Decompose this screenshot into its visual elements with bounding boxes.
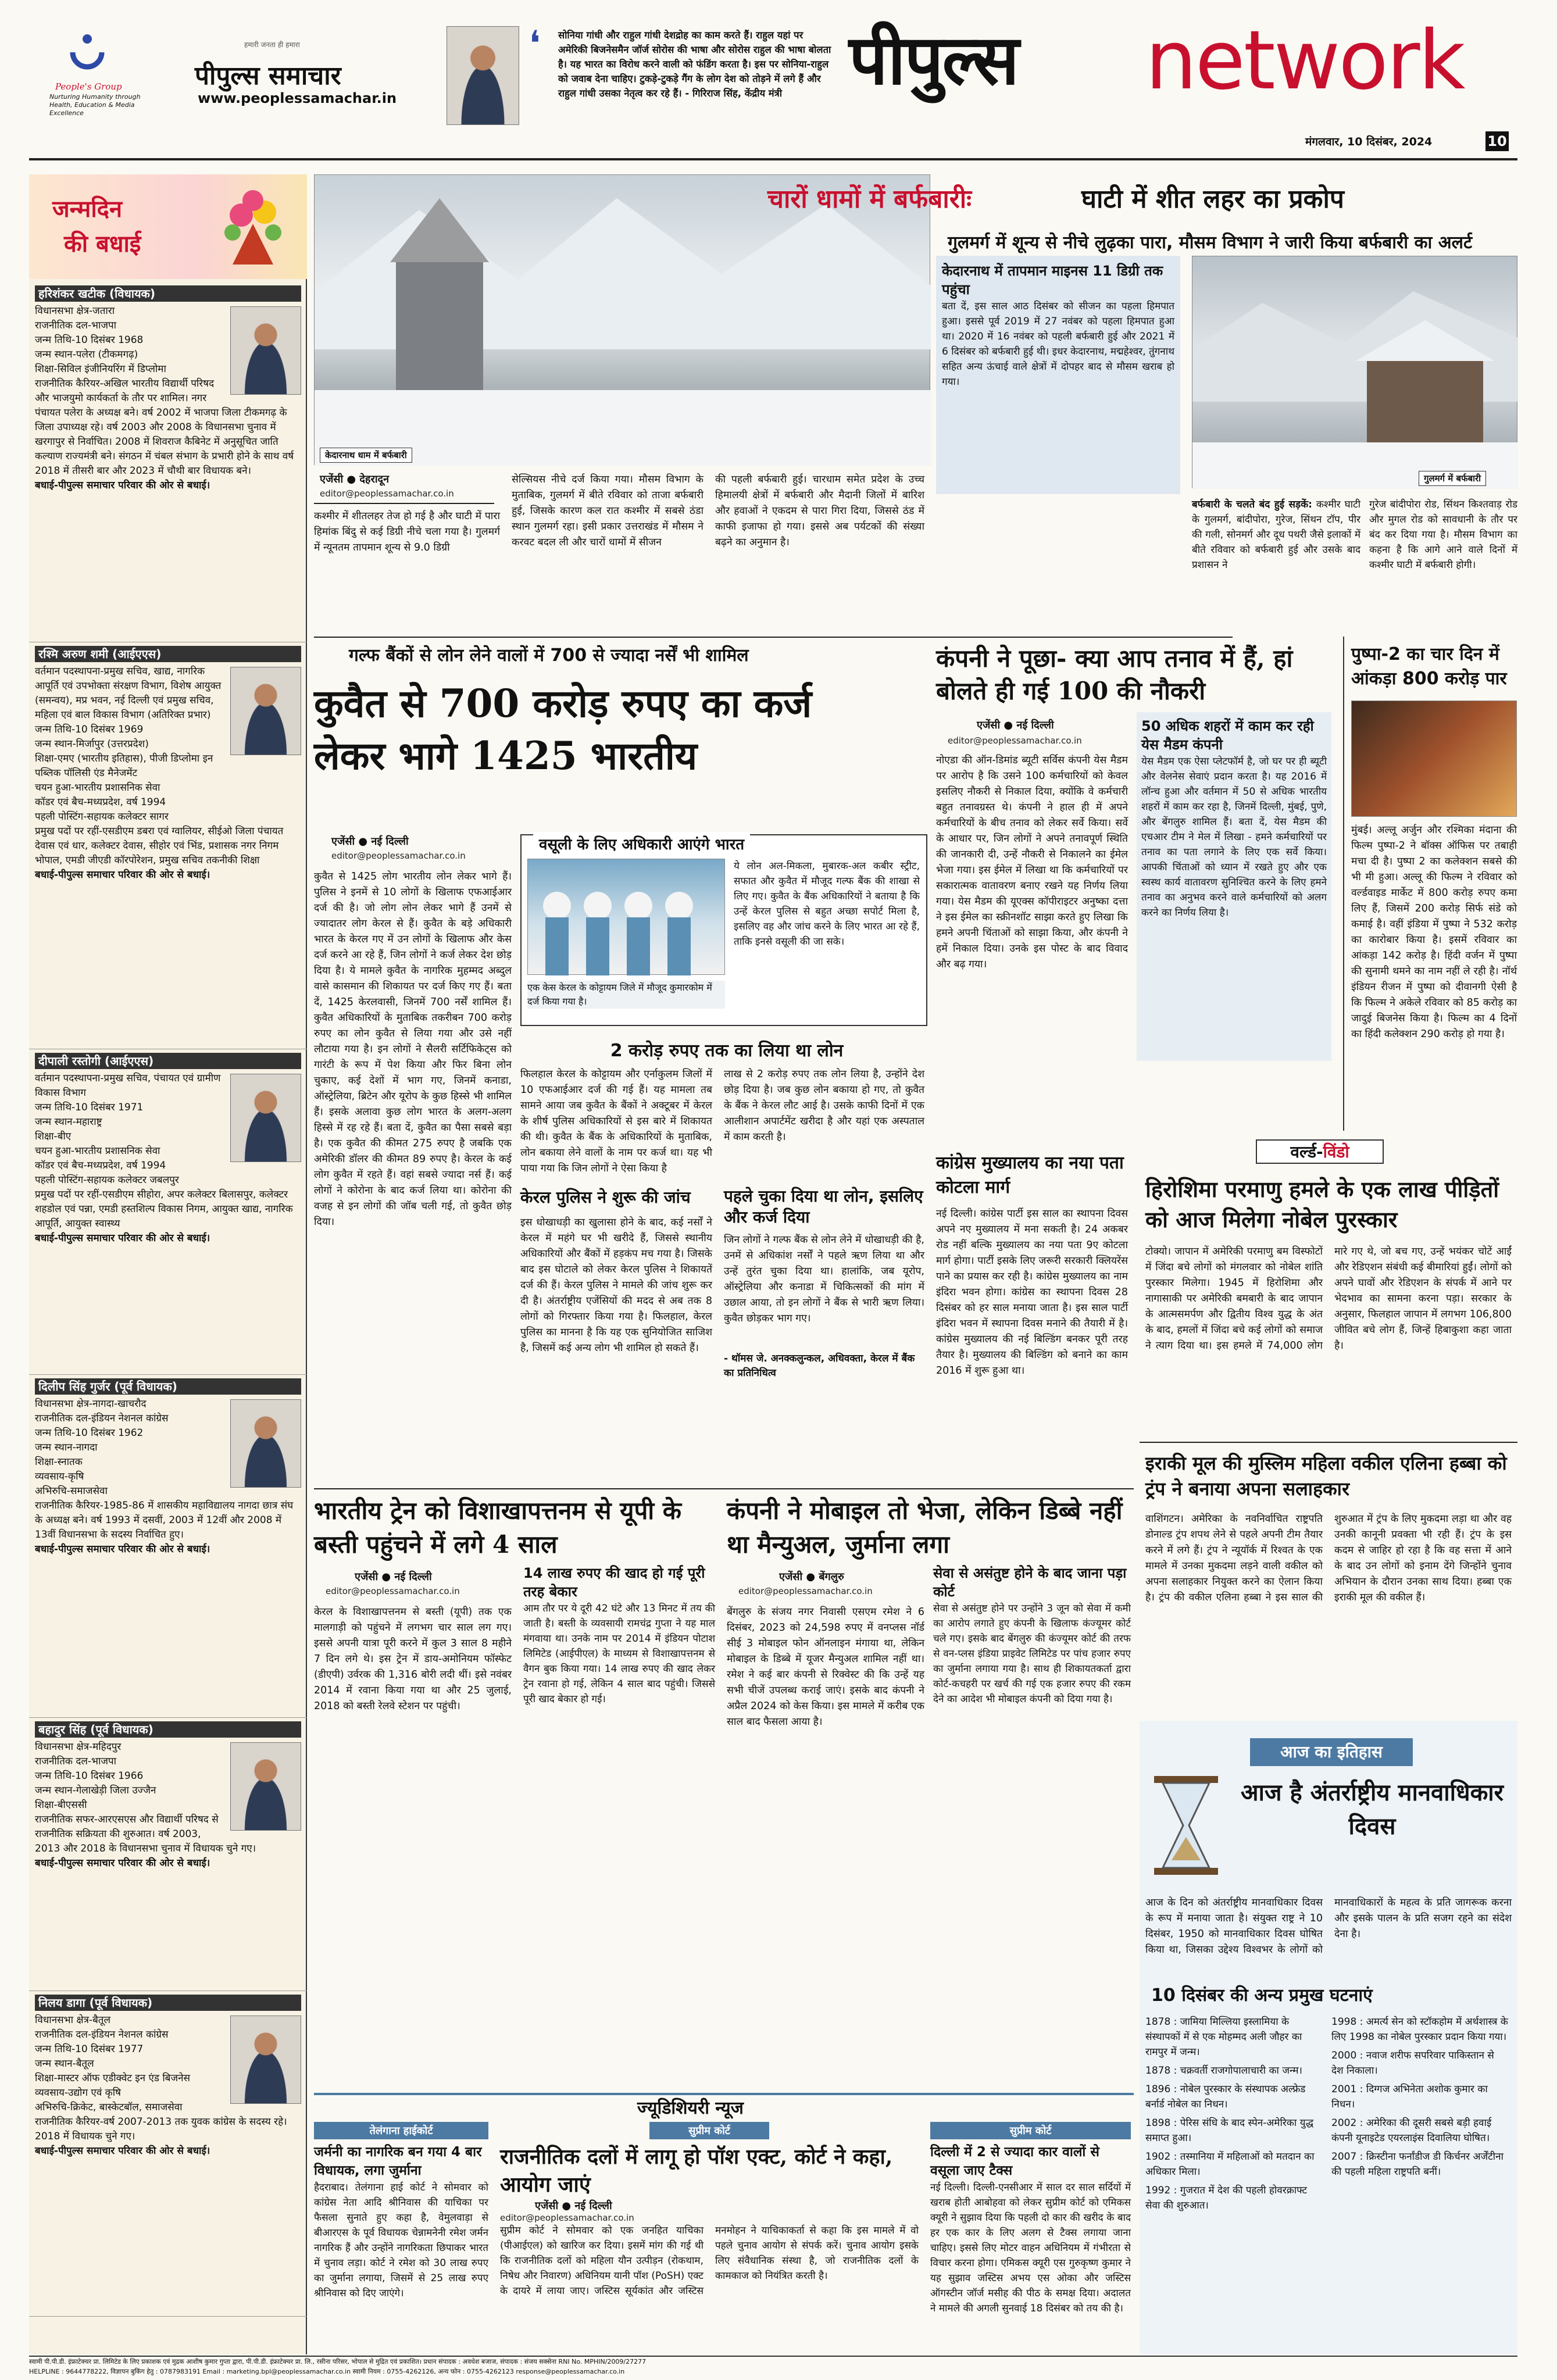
kedarnath-photo-caption: केदारनाथ धाम में बर्फबारी xyxy=(320,448,412,463)
judiciary-banner xyxy=(314,2093,1134,2116)
birthday-detail: राजनीतिक कैरियर-अखिल भारतीय विद्यार्थी परिषद और भाजयुमो कार्यकर्ता के तौर पर शामिल। नगर पंचायत पलेरा के अध्यक्ष बने। वर्ष 2002 में भाजपा जिला टीकमगढ़ के जिला उपाध्यक्ष रहे। वर्ष 2003 और 2008 के विधानसभा चुनाव में खरगापुर से निर्वाचित। 2008 में शिवराज कैबिनेट में अनुसूचित जाति कल्याण राज्यमंत्री बने। संगठन में चंबल संभाग के प्रभारी होने के साथ वर्ष 2018 में तीसरी बार और 2023 में चौथी बार विधायक बने। xyxy=(35,378,294,477)
telangana-headline: जर्मनी का नागरिक बन गया 4 बार विधायक, लगा जुर्माना xyxy=(314,2145,482,2178)
mobile-headline: कंपनी ने मोबाइल तो भेजा, लेकिन डिब्बे नहीं था मैन्युअल, जुर्माना लगा xyxy=(727,1496,1123,1559)
birthday-name: बहादुर सिंह (पूर्व विधायक) xyxy=(35,1721,301,1738)
masthead xyxy=(0,0,1557,169)
birthday-detail: जन्म स्थान-पलेरा (टीकमगढ़) xyxy=(35,349,138,360)
train-headline: भारतीय ट्रेन को विशाखापत्तनम से यूपी के बस्ती पहुंचने में लगे 4 साल xyxy=(314,1496,682,1559)
birthday-detail: व्यवसाय-उद्योग एवं कृषि xyxy=(35,2087,121,2099)
birthday-detail: राजनीतिक दल-इंडियन नेशनल कांग्रेस xyxy=(35,2029,169,2040)
page-number: 10 xyxy=(1485,131,1509,151)
snowfall-byline: एजेंसी ● देहरादून xyxy=(320,473,390,485)
job-story xyxy=(936,637,1343,1148)
mobile-email: editor@peoplessamachar.co.in xyxy=(738,1586,873,1596)
footer xyxy=(29,2356,1517,2378)
train-story xyxy=(314,1488,721,2093)
history-event: 1878 : जामिया मिल्लिया इस्लामिया के संस्थापकों में से एक मोहम्मद अली जौहर का रामपुर में जन्म। xyxy=(1145,2016,1302,2058)
birthday-detail: वर्तमान पदस्थापना-प्रमुख सचिव, पंचायत एवं ग्रामीण विकास विभाग xyxy=(35,1073,221,1099)
kerala-police-text: इस धोखाधड़ी का खुलासा होने के बाद, कई नर्सों ने केरल में महंगे घर भी खरीदे हैं, जिससे स्थानीय अधिकारियों और बैंकों में हड़कंप मच गया है। जिसके बाद इस घोटाले को लेकर केरल पुलिस ने शिकायतें दर्ज की हैं। केरल पुलिस ने मामले की जांच शुरू कर दी है। अंतर्राष्ट्रीय एजेंसियों की मदद से अब तक 8 लोगों को गिरफ्तार किया गया है। फिलहाल, केरल पुलिस का मानना है कि यह एक सुनियोजित साजिश है, जिसमें कई अन्य लोग भी शामिल हो सकते हैं। xyxy=(520,1217,712,1354)
birthday-detail: बधाई-पीपुल्स समाचार परिवार की ओर से बधाई। xyxy=(35,1232,210,1244)
birthday-detail: जन्म स्थान-नागदा xyxy=(35,1442,98,1453)
bouquet-icon xyxy=(209,183,297,270)
birthday-detail: कॉडर एवं बैच-मध्यप्रदेश, वर्ष 1994 xyxy=(35,796,166,808)
birthday-list xyxy=(29,282,307,2317)
job-box-text: येस मैडम एक ऐसा प्लेटफॉर्म है, जो घर पर ही ब्यूटी और वेलनेस सेवाएं प्रदान करता है। यह 2016 में लॉन्च हुआ और वर्तमान में 50 से अधिक भारतीय शहरों में काम कर रहा है, जिनमें दिल्ली, मुंबई, पुणे, और बेंगलुरु शामिल हैं। बता दें, येस मैडम की एचआर टीम ने मेल में लिखा - हमने कर्मचारियों पर तनाव का पता लगाने के लिए एक सर्वे किया। आपकी चिंताओं को ध्यान में रखते हुए और एक स्वस्थ कार्य वातावरण सुनिश्चित करने के लिए हमने तनाव का अनुभव करने वाले कर्मचारियों को अलग करने का निर्णय लिया है। xyxy=(1141,756,1327,919)
history-event: 1898 : पेरिस संधि के बाद स्पेन-अमेरिका युद्ध समाप्त हुआ। xyxy=(1145,2117,1314,2144)
website[interactable]: www.peoplessamachar.in xyxy=(198,90,397,106)
posh-email: editor@peoplessamachar.co.in xyxy=(500,2213,634,2223)
pushpa-text: मुंबई। अल्लू अर्जुन और रश्मिका मंदाना की फिल्म पुष्पा-2 ने बॉक्स ऑफिस पर तबाही मचा दी है। पुष्पा 2 का कलेक्शन सबसे की भी मी हुआ। अल्लू की फिल्म ने रविवार को वर्ल्डवाइड मार्केट में 800 करोड़ रुपए कमा लिए हैं, जिसमें 200 करोड़ सिर्फ संडे को कमाई है। वहीं इंडिया में पुष्पा ने 532 करोड़ का कारोबार किया है। इसमें रविवार का आंकड़ा 142 करोड़ है। हिंदी वर्जन में पुष्पा की सुनामी थमने का नाम नहीं ले रही है। नॉर्थ इंडियन रीजन में पुष्पा को दीवानगी ऐसी है कि फिल्म ने अकेले रविवार को 85 करोड़ का जादुई बिजनेस किया है। फिल्म का 4 दिनों का हिंदी कलेक्शन 290 करोड़ हो गया है। xyxy=(1351,824,1517,1040)
road-closure xyxy=(1192,497,1360,573)
footer-line-2: HELPLINE : 9644778222, विज्ञापन बुकिंग हेतु : 0787983191 Email : marketing.bpl@peoplessamachar.co.in स्वामी नियम : 0755-4262126, अन्य फोन : 0755-4262123 response@peoplessamachar.co.in xyxy=(29,2368,625,2375)
birthday-entry xyxy=(29,1991,307,2317)
snowfall-section xyxy=(314,174,1517,645)
birthday-detail: विधानसभा क्षेत्र-नागदा-खाचरौद xyxy=(35,1398,147,1410)
kuwait-box xyxy=(520,834,927,1026)
job-col1: नोएडा की ऑन-डिमांड ब्यूटी सर्विस कंपनी येस मैडम पर आरोप है कि उसने 100 कर्मचारियों को केवल इसलिए नौकरी से निकाल दिया, क्योंकि वे कर्मचारी बहुत तनावग्रस्त थे। कंपनी ने हाल ही में अपने कर्मचारियों के बीच तनाव को लेकर सर्वे किया। सर्वे के आधार पर, जिन लोगों ने अपने तनावपूर्ण स्थिति की जानकारी दी, उन्हें नौकरी से निकालने का ईमेल भेजा गया। इस ईमेल में लिखा था कि कर्मचारियों पर सकारात्मक वातावरण बनाए रखने यह निर्णय लिया गया। येस मैडम की यूएक्स कॉपीराइटर अनुष्का दत्ता ने इस ईमेल का स्क्रीनशॉट साझा करते हुए लिखा कि हमने अपनी चिंताओं को साझा किया, और कंपनी ने हमें निकाल दिया। उनके इस पोस्ट के बाद विवाद और बढ़ गया। xyxy=(936,755,1128,970)
birthday-detail: प्रमुख पदों पर रहीं-एसडीएम डबरा एवं ग्वालियर, सीईओ जिला पंचायत देवास एवं धार, कलेक्टर देवास, सीहोर एवं भिंड, प्रशासक नगर निगम भोपाल, एमडी जीएडी कॉरपोरेशन, प्रमुख सचिव तकनीकी शिक्षा xyxy=(35,826,284,866)
birthday-detail: जन्म स्थान-बैतूल xyxy=(35,2058,94,2070)
birthday-detail: पहली पोस्टिंग-सहायक कलेक्टर जबलपुर xyxy=(35,1174,179,1186)
snowfall-kicker: चारों धामों में बर्फबारीः xyxy=(767,184,972,214)
birthday-detail: जन्म तिथि-10 दिसंबर 1971 xyxy=(35,1102,144,1113)
birthday-detail: शिक्षा-सिविल इंजीनियरिंग में डिप्लोमा xyxy=(35,363,166,375)
posh-text: सुप्रीम कोर्ट ने सोमवार को एक जनहित याचिका (पीआईएल) को खारिज कर दिया। इसमें मांग की गई थी कि राजनीतिक दलों को महिला यौन उत्पीड़न (रोकथाम, निषेध और निवारण) अधिनियम यानी पॉश (PoSH) एक्ट के दायरे में लाया जाए। जस्टिस सूर्यकांत और जस्टिस मनमोहन ने याचिकाकर्ता से कहा कि इस मामले में वो पहले चुनाव आयोग से संपर्क करें। चुनाव आयोग इसके लिए संवैधानिक संस्था है, जो राजनीतिक दलों के कामकाज को नियंत्रित करती है। xyxy=(500,2225,919,2297)
paper-tag: हमारी जनता ही हमारा xyxy=(244,41,300,49)
loan-col1: फिलहाल केरल के कोट्टायम और एर्नाकुलम जिलों में 10 एफआईआर दर्ज की गई हैं। यह मामला तब सामने आया जब कुवैत के बैंकों ने अक्टूबर में केरल के शीर्ष पुलिस अधिकारियों से इस बारे में शिकायत की थी। कुवैत के बैंक के अधिकारियों के मुताबिक, लोन बकाया लेने वालों के नाम पर कर्ज था। यह भी पाया गया कि जिन लोगों ने ऐसा किया है xyxy=(520,1069,712,1174)
group-tagline: Nurturing Humanity through Health, Education & Media Excellence xyxy=(49,93,141,117)
birthday-name: हरिशंकर खटीक (विधायक) xyxy=(35,285,301,302)
telangana-label: तेलंगाना हाईकोर्ट xyxy=(314,2122,488,2139)
birthday-detail: कॉडर एवं बैच-मध्यप्रदेश, वर्ष 1994 xyxy=(35,1160,166,1171)
birthday-detail: राजनीतिक कैरियर-1985-86 में शासकीय महाविद्यालय नागदा छात्र संघ के अध्यक्ष बने। वर्ष 1993 में दसवीं, 2003 में 12वीं और 2008 में 13वीं विधानसभा के सदस्य निर्वाचित हुए। xyxy=(35,1500,294,1541)
history-event: 1998 : अमर्त्य सेन को स्टॉकहोम में अर्थशास्त्र के लिए 1998 का नोबेल पुरस्कार प्रदान किया गया। xyxy=(1331,2016,1508,2043)
train-byline: एजेंसी ● नई दिल्ली xyxy=(355,1571,432,1583)
birthday-title-1: जन्मदिन xyxy=(52,196,123,223)
history-headline: आज है अंतर्राष्ट्रीय मानवाधिकार दिवस xyxy=(1240,1779,1504,1840)
mobile-byline: एजेंसी ● बेंगलुरु xyxy=(779,1571,844,1583)
birthday-detail: प्रमुख पदों पर रहीं-एसडीएम सीहोरा, अपर कलेक्टर बिलासपुर, कलेक्टर शहडोल एवं पन्ना, एमडी हस्तशिल्प विकास निगम, आयुक्त खाद्य, नागरिक आपूर्ति, आयुक्त स्वास्थ्य xyxy=(35,1189,293,1230)
birthday-entry xyxy=(29,1049,307,1375)
birthday-detail: जन्म तिथि-10 दिसंबर 1966 xyxy=(35,1770,144,1782)
mobile-box-headline: सेवा से असंतुष्ट होने के बाद जाना पड़ा कोर्ट xyxy=(933,1565,1127,1600)
congress-headline: कांग्रेस मुख्यालय का नया पता कोटला मार्ग xyxy=(936,1153,1124,1198)
kedarnath-photo xyxy=(314,174,930,465)
network-title-english: network xyxy=(1145,13,1464,108)
group-name: People's Group xyxy=(55,81,122,92)
posh-headline: राजनीतिक दलों में लागू हो पॉश एक्ट, कोर्ट ने कहा, आयोग जाएं xyxy=(500,2145,893,2197)
birthday-detail: जन्म तिथि-10 दिसंबर 1968 xyxy=(35,334,144,346)
mobile-box xyxy=(933,1564,1131,1866)
birthday-detail: बधाई-पीपुल्स समाचार परिवार की ओर से बधाई। xyxy=(35,869,210,881)
train-box-text: आम तौर पर ये दूरी 42 घंटे और 13 मिनट में तय की जाती है। बस्ती के व्यवसायी रामचंद्र गुप्ता ने यह माल मंगवाया था। उनके नाम पर 2014 में इंडियन पोटाश लिमिटेड (आईपीएल) के माध्यम से विशाखापत्तनम से वैगन बुक किया गया। 14 लाख रुपए की खाद लेकर ट्रेन रवाना हो गई, लेकिन 4 साल बाद पहुंची। जिससे पूरी खाद बेकार हो गई। xyxy=(523,1603,715,1705)
footer-line-1: स्वामी पी.पी.डी. इंफ्राटेक्चर प्रा. लिमिटेड के लिए प्रकाशक एवं मुद्रक आशीष कुमार गुप्ता द्वारा, पी.पी.डी. इंफ्राटेक्चर प्रा. लि., रसीना परिसर, भोपाल से मुद्रित एवं प्रकाशित। प्रधान संपादक : अवधेश बजाज, संपादक : संजय सक्सेना RNI No. MPHIN/2009/27277 xyxy=(29,2358,647,2365)
judiciary-section xyxy=(314,2093,1134,2354)
mobile-box-text: सेवा से असंतुष्ट होने पर उन्होंने 3 जून को सेवा में कमी का आरोप लगाते हुए कंपनी के खिलाफ कंज्यूमर कोर्ट चले गए। इसके बाद बेंगलुरु की कंज्यूमर कोर्ट की तरफ से वन-प्लस इंडिया प्राइवेट लिमिटेड पर पांच हजार रुपए का जुर्माना लगाया गया है। साथ ही शिकायतकर्ता द्वारा कोर्ट-कचहरी पर खर्च की गई एक हजार रुपए की रकम देने का आदेश भी मोबाइल कंपनी को दिया गया है। xyxy=(933,1603,1131,1705)
world-headline: हिरोशिमा परमाणु हमले के एक लाख पीड़ितों को आज मिलेगा नोबेल पुरस्कार xyxy=(1145,1176,1499,1232)
car-tax-headline: दिल्ली में 2 से ज्यादा कार वालों से वसूला जाए टैक्स xyxy=(930,2145,1099,2178)
birthday-name: दीपाली रस्तोगी (आईएएस) xyxy=(35,1053,301,1069)
job-box-headline: 50 अधिक शहरों में काम कर रही येस मैडम कंपनी xyxy=(1141,718,1314,753)
birthday-entry xyxy=(29,1375,307,1718)
judiciary-banner-text: ज्यूडिशियरी न्यूज xyxy=(628,2095,753,2119)
history-event: 2001 : दिग्गज अभिनेता अशोक कुमार का निधन। xyxy=(1331,2084,1488,2110)
birthday-detail: राजनीतिक दल-भाजपा xyxy=(35,1756,117,1767)
posh-item xyxy=(500,2122,919,2299)
birthday-photo xyxy=(230,2016,301,2104)
history-event: 1902 : तस्मानिया में महिलाओं को मतदान का अधिकार मिला। xyxy=(1145,2151,1315,2178)
birthday-detail: वर्तमान पदस्थापना-प्रमुख सचिव, खाद्य, नागरिक आपूर्ति एवं उपभोक्ता संरक्षण विभाग, विशेष आयुक्त (समन्वय), मप्र भवन, नई दिल्ली एवं प्रमुख सचिव, महिला एवं बाल विकास विभाग (अतिरिक्त प्रभार) xyxy=(35,666,222,721)
birthday-detail: राजनीतिक दल-भाजपा xyxy=(35,320,117,331)
lawyer-text: वाशिंगटन। अमेरिका के नवनिर्वाचित राष्ट्रपति डोनाल्ड ट्रंप शपथ लेने से पहले अपनी टीम तैयार करने में लगे हैं। ट्रंप ने न्यूयॉर्क में रिश्वत के एक मामले में उनका मुकदमा लड़ने वाली वकील को अपना सलाहकार नियुक्त करने का ऐलान किया है। ट्रंप की वकील एलिना हब्बा ने इस साल की शुरुआत में ट्रंप के लिए मुकदमा लड़ा था और वह उनकी कानूनी प्रवक्ता भी रही हैं। ट्रंप के इस कदम से जाहिर हो रहा है कि वह सत्ता में आने के बाद उन लोगों को इनाम देंगे जिन्होंने चुनाव अभियान के दौरान उनका साथ दिया। हब्बा एक इराकी मूल की वकील हैं। xyxy=(1145,1513,1512,1603)
car-tax-text: नई दिल्ली। दिल्ली-एनसीआर में साल दर साल सर्दियों में खराब होती आबोहवा को लेकर सुप्रीम कोर्ट को एमिकस क्यूरी ने सुझाव दिया कि पहली दो कार की खरीद के बाद हर एक कार के लिए अलग से टैक्स लगाया जाना चाहिए। इससे लिए मोटर वाहन अधिनियम में गंभीरता से विचार करना होगा। एमिकस क्यूरी एस गुरुकृष्ण कुमार ने यह सुझाव जस्टिस अभय एस ओका और जस्टिस ऑगस्टीन जॉर्ज मसीह की पीठ के समक्ष दिया। अदालत ने मामले की अगली सुनवाई 18 दिसंबर को तय की है। xyxy=(930,2182,1131,2314)
birthday-detail: व्यवसाय-कृषि xyxy=(35,1471,84,1482)
birthday-photo xyxy=(230,1399,301,1488)
birthday-detail: जन्म तिथि-10 दिसंबर 1977 xyxy=(35,2043,144,2055)
lawyer-headline: इराकी मूल की मुस्लिम महिला वकील एलिना हब्बा को ट्रंप ने बनाया अपना सलाहकार xyxy=(1145,1452,1507,1500)
events-right xyxy=(1331,2014,1509,2183)
birthday-detail: शिक्षा-मास्टर ऑफ एडीक्वेट इन एंड बिजनेस xyxy=(35,2072,191,2084)
birthday-detail: अभिरुचि-समाजसेवा xyxy=(35,1485,108,1497)
birthday-detail: विधानसभा क्षेत्र-महिदपुर xyxy=(35,1741,122,1753)
birthday-detail: बधाई-पीपुल्स समाचार परिवार की ओर से बधाई। xyxy=(35,480,210,491)
repaid-subhead: पहले चुका दिया था लोन, इसलिए और कर्ज दिया xyxy=(724,1187,923,1227)
road-closure-text-2: गुरेज बांदीपोरा रोड, सिंथन किश्तवाड़ रोड और मुगल रोड को सावधानी के तौर पर बंद कर दिया गया है। मौसम विभाग का कहना है कि आगे आने वाले दिनों में कश्मीर घाटी में बर्फबारी होगी। xyxy=(1369,499,1517,571)
birthday-photo xyxy=(230,667,301,755)
repaid-quote: - थॉमस जे. अनक्कलुन्कल, अधिवक्ता, केरल में बैंक का प्रतिनिधित्व xyxy=(724,1353,915,1379)
birthday-header xyxy=(29,174,307,279)
birthday-photo xyxy=(230,1074,301,1162)
loan-subhead: 2 करोड़ रुपए तक का लिया था लोन xyxy=(610,1041,844,1061)
repaid-text: जिन लोगों ने गल्फ बैंक से लोन लेने में धोखाधड़ी की है, उनमें से अधिकांश नर्सों ने पहले ऋण लिया था और उन्हें तुरंत चुका दिया था। हालांकि, जब यूरोप, ऑस्ट्रेलिया और कनाडा में चिकित्सकों की मांग में उछाल आया, तो इन लोगों ने बैंक से भारी ऋण लिया। कुवैत छोड़कर भाग गए। xyxy=(724,1234,924,1324)
date: मंगलवार, 10 दिसंबर, 2024 xyxy=(1305,135,1433,148)
kuwait-byline: एजेंसी ● नई दिल्ली xyxy=(331,835,409,848)
network-title-hindi: पीपुल्स xyxy=(849,20,1019,100)
world-text: टोक्यो। जापान में अमेरिकी परमाणु बम विस्फोटों में जिंदा बचे लोगों को मंगलवार को नोबेल शांति पुरस्कार मिलेगा। 1945 में हिरोशिमा और नागासाकी पर अमेरिकी बमबारी के बाद जापान के आत्मसमर्पण और द्वितीय विश्व युद्ध के अंत के बाद, हमलों में जिंदा बचे कई लोगों को समाज ने त्याग दिया था। इस हमले में 74,000 लोग मारे गए थे, जो बच गए, उन्हें भयंकर चोटें आईं और रेडिएशन संबंधी कई बीमारियां हुईं। लोगों को अपने घावों और रेडिएशन के संपर्क में आने पर भेदभाव का सामना करना पड़ा। सरकार के अनुसार, फिलहाल जापान में लगभग 106,800 जीवित बचे लोग हैं, जिन्हें हिबाकुशा कहा जाता है। xyxy=(1145,1246,1512,1352)
birthday-detail: बधाई-पीपुल्स समाचार परिवार की ओर से बधाई। xyxy=(35,1857,210,1869)
birthday-name: निलय डागा (पूर्व विधायक) xyxy=(35,1995,301,2011)
kuwait-kicker: गल्फ बैंकों से लोन लेने वालों में 700 से ज्यादा नर्सें भी शामिल xyxy=(349,645,749,666)
quote-mark-icon: ❛ xyxy=(529,23,541,64)
mobile-text: बेंगलुरु के संजय नगर निवासी एसएम रमेश ने 6 दिसंबर, 2023 को 24,598 रुपए में वनप्लस नॉर्ड सीई 3 मोबाइल फोन ऑनलाइन मंगाया था, लेकिन मोबाइल के डिब्बे में यूजर मैन्युअल शामिल नहीं था। रमेश ने कई बार कंपनी से रिक्वेस्ट की कि उन्हें यह सभी चीजें उपलब्ध कराई जाएं। इसके बाद कंपनी ने अप्रैल 2024 को केस किया। इस मामले में करीब एक साल बाद फैसला आया है। xyxy=(727,1606,924,1728)
snowfall-col3: की पहली बर्फबारी हुई। चारधाम समेत प्रदेश के उच्च हिमालयी क्षेत्रों में बर्फबारी और मैदानी जिलों में बारिश और हवाओं ने एकदम से पारा गिरा दिया, जिससे ठंड में काफी इजाफा हो गया। इससे अब पर्यटकों की संख्या बढ़ने का अनुमान है। xyxy=(715,474,924,548)
birthday-detail: शिक्षा-बीएससी xyxy=(35,1799,87,1811)
kuwait-email: editor@peoplessamachar.co.in xyxy=(331,850,466,861)
birthday-title-2: की बधाई xyxy=(64,231,141,258)
world-label-2: विंडो xyxy=(1323,1142,1349,1162)
kuwait-box-headline: वसूली के लिए अधिकारी आएंगे भारत xyxy=(533,832,750,855)
birthday-photo xyxy=(230,1742,301,1831)
birthday-detail: विधानसभा क्षेत्र-जतारा xyxy=(35,305,115,317)
gulmarg-photo xyxy=(1192,256,1517,488)
pushpa-poster xyxy=(1351,701,1517,817)
birthday-name: दिलीप सिंह गुर्जर (पूर्व विधायक) xyxy=(35,1378,301,1395)
loan-col2: लाख से 2 करोड़ रुपए तक लोन लिया है, उन्होंने देश छोड़ दिया है। जब कुछ लोन बकाया हो गए, तो कुवैत के बैंक ने केरल लौट आई है। उसके काफी दिनों में एक आलीशान अपार्टमेंट खरीदा है और यहां एक अस्पताल में काम करती है। xyxy=(724,1069,924,1143)
history-label: आज का इतिहास xyxy=(1250,1738,1413,1766)
peoples-group-logo xyxy=(64,32,110,78)
birthday-detail: राजनीतिक सफर-आरएसएस और विद्यार्थी परिषद से राजनीतिक सक्रियता की शुरुआत। वर्ष 2003, 2013 और 2018 के विधानसभा चुनाव में विधायक चुने गए। xyxy=(35,1814,256,1854)
history-event: 2000 : नवाज शरीफ सपरिवार पाकिस्तान से देश निकाला। xyxy=(1331,2050,1494,2077)
events-left xyxy=(1145,2014,1323,2217)
kedarnath-box-headline: केदारनाथ में तापमान माइनस 11 डिग्री तक पहुंचा xyxy=(942,263,1163,298)
world-label-1: वर्ल्ड xyxy=(1290,1142,1316,1162)
gulmarg-photo-caption: गुलमर्ग में बर्फबारी xyxy=(1419,471,1486,486)
kuwait-col1: कुवैत से 1425 लोग भारतीय लोन लेकर भागे हैं। पुलिस ने इनमें से 10 लोगों के खिलाफ एफआईआर दर्ज की है। जो लोग लोन लेकर भागे हैं उनमें से ज्यादातर लोग केरल से हैं। कुवैत के बड़े अधिकारी भारत के केरल गए में उन लोगों के खिलाफ और केस दर्ज करने आ रहे हैं, जिन लोगों ने कर्ज लेकर देश छोड़ दिया है। ये मामले कुवैत के नागरिक मुहम्मद अब्दुल वासे कासमान की शिकायत पर दर्ज किए गए हैं। बता दें, 1425 केरलवासी, जिनमें 700 नर्सें शामिल हैं। कुवैत अधिकारियों के मुताबिक तकरीबन 700 करोड़ रुपए का लोन कुवैत से लिया गया और उसे नहीं लौटाया गया है। इन लोगों ने सैलरी सर्टिफिकेट्स को गारंटी के रूप में पेश किया और फिर बिना लोन चुकाए, कई देशों में भाग गए, जिनमें कनाडा, ऑस्ट्रेलिया, ब्रिटेन और यूरोप के कुछ हिस्से भी शामिल हैं। इसके अलावा कुछ लोग भारत के अलग-अलग हिस्से में रह रहे हैं। बता दें, कुवैत का पैसा सबसे बड़ा है। एक कुवैत की कीमत 275 रुपए है जबकि एक अमेरिकी डॉलर की कीमत 89 रुपए है। केरल के कई लोग कुवैत में रहते हैं। वहां सबसे ज्यादा नर्स हैं। कई लोगों ने कोरोना के बाद कर्ज लिया था। कोरोना की वजह से इन लोगों की जॉब चली गई, तो कुवैत छोड़ दिया। xyxy=(314,871,512,1228)
history-event: 1992 : गुजरात में देश की पहली होवरक्राफ्ट सेवा की शुरुआत। xyxy=(1145,2185,1308,2211)
snowfall-headline: घाटी में शीत लहर का प्रकोप xyxy=(1081,184,1344,214)
birthday-detail: शिक्षा-बीए xyxy=(35,1131,72,1142)
birthday-detail: जन्म तिथि-10 दिसंबर 1969 xyxy=(35,724,144,735)
events-headline: 10 दिसंबर की अन्य प्रमुख घटनाएं xyxy=(1151,1985,1373,2006)
road-closure-head: बर्फबारी के चलते बंद हुई सड़कें: xyxy=(1192,499,1312,510)
train-box xyxy=(523,1564,715,1866)
nurses-photo-caption: एक केस केरल के कोट्टायम जिले में मौजूद कुमारकोम में दर्ज किया गया है। xyxy=(527,981,725,1009)
birthday-name: रश्मि अरुण शमी (आईएएस) xyxy=(35,646,301,662)
birthday-detail: बधाई-पीपुल्स समाचार परिवार की ओर से बधाई। xyxy=(35,2145,210,2157)
kedarnath-box-text: बता दें, इस साल आठ दिसंबर को सीजन का पहला हिमपात हुआ। इससे पूर्व 2019 में 27 नवंबर को पहला हिमपात हुआ था। 2020 में 16 नवंबर को पहली बर्फबारी हुई और 2021 में 6 दिसंबर को बर्फबारी हुई थी। इधर केदारनाथ, मद्महेश्वर, तुंगनाथ सहित अन्य ऊंचाई वाले क्षेत्रों में दोपहर बाद से मौसम खराब हो गया। xyxy=(942,301,1174,388)
congress-story xyxy=(936,1148,1134,1485)
birthday-detail: जन्म स्थान-महाराष्ट्र xyxy=(35,1116,102,1128)
birthday-detail: राजनीतिक कैरियर-वर्ष 2007-2013 तक युवक कांग्रेस के सदस्य रहे। 2018 में विधायक चुने गए। xyxy=(35,2116,287,2142)
snowfall-col2: सेल्सियस नीचे दर्ज किया गया। मौसम विभाग के मुताबिक, गुलमर्ग में बीते रविवार को ताजा बर्फबारी हुई, जिसके कारण कल रात कश्मीर में सबसे ठंडा स्थान गुलमर्ग रहा। इसी प्रकार उत्तराखंड में मौसम ने करवट बदल ली और चारों धामों में सीजन xyxy=(512,474,703,548)
birthday-entry xyxy=(29,642,307,1049)
birthday-photo xyxy=(230,306,301,395)
car-tax-item xyxy=(930,2122,1131,2316)
car-tax-label: सुप्रीम कोर्ट xyxy=(930,2122,1131,2139)
train-text: केरल के विशाखापत्तनम से बस्ती (यूपी) तक एक मालगाड़ी को पहुंचने में लगभग चार साल लग गए। इससे अपनी यात्रा पूरी करने में कुल 3 साल 8 महीने 7 दिन लगे थे। इस ट्रेन में डाय-अमोनियम फॉस्फेट (डीएपी) उर्वरक की 1,316 बोरी लदी थीं। इसे नवंबर 2014 में रवाना किया गया था और 25 जुलाई, 2018 को बस्ती रेलवे स्टेशन पर पहुंची। xyxy=(314,1606,512,1712)
pushpa-headline: पुष्पा-2 का चार दिन में आंकड़ा 800 करोड़ पार xyxy=(1351,644,1507,689)
job-headline: कंपनी ने पूछा- क्या आप तनाव में हैं, हां बोलते ही गई 100 की नौकरी xyxy=(936,644,1293,705)
posh-byline: एजेंसी ● नई दिल्ली xyxy=(535,2200,612,2212)
kuwait-headline: कुवैत से 700 करोड़ रुपए का कर्ज लेकर भागे 1425 भारतीय xyxy=(314,681,812,778)
telangana-item xyxy=(314,2122,488,2301)
birthday-entry xyxy=(29,1718,307,1991)
world-window xyxy=(1140,1139,1517,1727)
birthday-detail: अभिरुचि-क्रिकेट, बास्केटबॉल, समाजसेवा xyxy=(35,2102,183,2113)
kuwait-story xyxy=(314,637,930,1485)
history-section xyxy=(1140,1721,1517,2354)
quote-text: सोनिया गांधी और राहुल गांधी देशद्रोह का काम करते हैं। राहुल यहां पर अमेरिकी बिजनेसमैन जॉर्ज सोरोस की भाषा और सोरोस राहुल की भाषा बोलता है। यह भारत का विरोध करने वाली को फंडिंग करता है। इस पर सोनिया-राहुल को जवाब देना चाहिए। टुकड़े-टुकड़े गैंग के लोग देश को तोड़ने में लगे हैं और राहुल गांधी उसका नेतृत्व कर रहे हैं। - गिरिराज सिंह, केंद्रीय मंत्री xyxy=(558,30,831,99)
birthday-detail: चयन हुआ-भारतीय प्रशासनिक सेवा xyxy=(35,782,160,794)
pushpa-story xyxy=(1343,637,1517,1131)
telangana-text: हैदराबाद। तेलंगाना हाई कोर्ट ने सोमवार को कांग्रेस नेता आदि श्रीनिवास की याचिका पर फैसला सुनाते हुए कहा है, वेमुलवाड़ा से बीआरएस के पूर्व विधायक चेन्नामनेनी रमेश जर्मन नागरिक हैं और उन्होंने नागरिकता छिपाकर भारत में चुनाव लड़ा। कोर्ट ने रमेश को 30 लाख रुपए का जुर्माना लगाया, जिसमें से 25 लाख रुपए श्रीनिवास को दिए जाएंगे। xyxy=(314,2182,488,2299)
minister-photo xyxy=(447,26,519,125)
posh-label: सुप्रीम कोर्ट xyxy=(649,2122,769,2139)
history-event: 1878 : चक्रवर्ती राजगोपालाचारी का जन्म। xyxy=(1145,2065,1302,2077)
history-text: आज के दिन को अंतर्राष्ट्रीय मानवाधिकार दिवस के रूप में मनाया जाता है। संयुक्त राष्ट्र ने 10 दिसंबर, 1950 को मानवाधिकार दिवस घोषित किया था, जिसका उद्देश्य विश्वभर के लोगों को मानवाधिकारों के महत्व के प्रति जागरूक करना और इसके पालन के प्रति सजग रहने का संदेश देना है। xyxy=(1145,1897,1512,1956)
birthday-column xyxy=(29,174,307,2354)
birthday-detail: जन्म स्थान-मिर्जापुर (उत्तरप्रदेश) xyxy=(35,738,149,750)
train-box-headline: 14 लाख रुपए की खाद हो गई पूरी तरह बेकार xyxy=(523,1565,705,1600)
nurses-photo xyxy=(527,859,725,975)
birthday-entry xyxy=(29,282,307,642)
snowfall-col1: कश्मीर में शीतलहर तेज हो गई है और घाटी में पारा हिमांक बिंदु से कई डिग्री नीचे चला गया है। गुलमर्ग में न्यूनतम तापमान शून्य से 9.0 डिग्री xyxy=(314,510,500,553)
history-event: 1896 : नोबेल पुरस्कार के संस्थापक अल्फ्रेड बर्नार्ड नोबेल का निधन। xyxy=(1145,2084,1306,2110)
birthday-detail: चयन हुआ-भारतीय प्रशासनिक सेवा xyxy=(35,1145,160,1157)
job-byline: एजेंसी ● नई दिल्ली xyxy=(977,719,1054,731)
road-closure-text: कश्मीर घाटी के गुलमर्ग, बांदीपोरा, गुरेज, सिंथन टॉप, पीर की गली, सोनमर्ग और दूध पथरी जैसे इलाकों में बीते रविवार को बर्फबारी हुई और उसके बाद प्रशासन ने xyxy=(1192,499,1360,571)
snowfall-subhead: गुलमर्ग में शून्य से नीचे लुढ़का पारा, मौसम विभाग ने जारी किया बर्फबारी का अलर्ट xyxy=(948,233,1473,253)
job-box xyxy=(1137,712,1331,1061)
birthday-detail: पहली पोस्टिंग-सहायक कलेक्टर सागर xyxy=(35,811,169,823)
birthday-detail: शिक्षा-एमए (भारतीय इतिहास), पीजी डिप्लोमा इन पब्लिक पॉलिसी एंड मैनेजमेंट xyxy=(35,753,213,779)
birthday-detail: बधाई-पीपुल्स समाचार परिवार की ओर से बधाई। xyxy=(35,1543,210,1555)
kedarnath-box xyxy=(936,256,1180,494)
snowfall-email: editor@peoplessamachar.co.in xyxy=(320,488,454,499)
history-event: 2007 : क्रिस्टीना फर्नांडीज डी किर्चनर अर्जेंटीना की पहली महिला राष्ट्रपति बनीं। xyxy=(1331,2151,1504,2178)
hourglass-icon xyxy=(1148,1773,1224,1878)
paper-name: पीपुल्स समाचार xyxy=(195,61,341,91)
masthead-rule xyxy=(29,158,1517,160)
birthday-detail: शिक्षा-स्नातक xyxy=(35,1456,83,1468)
kerala-police-subhead: केरल पुलिस ने शुरू की जांच xyxy=(520,1188,691,1207)
kuwait-box-text: ये लोन अल-मिकला, मुबारक-अल कबीर स्ट्रीट, सफात और कुवैत में मौजूद गल्फ बैंक की शाखा से लिए गए। कुवैत के बैंक अधिकारियों ने बताया है कि उन्हें केरल पुलिस से बहुत अच्छा सपोर्ट मिला है, इसलिए वह और जांच करने के लिए भारत आ रहे हैं, ताकि इनसे वसूली की जा सके। xyxy=(734,860,920,948)
birthday-detail: राजनीतिक दल-इंडियन नेशनल कांग्रेस xyxy=(35,1413,169,1424)
snowfall-byline-rule xyxy=(314,503,494,504)
birthday-detail: जन्म तिथि-10 दिसंबर 1962 xyxy=(35,1427,144,1439)
congress-text: नई दिल्ली। कांग्रेस पार्टी इस साल का स्थापना दिवस अपने नए मुख्यालय में मना सकती है। 24 अकबर रोड नहीं बल्कि मुख्यालय का नया पता 9ए कोटला मार्ग होगा। पार्टी इसके लिए जरूरी सरकारी क्लियरेंस पाने का प्रयास कर रही है। कांग्रेस मुख्यालय का नाम इंदिरा भवन होगा। कांग्रेस का स्थापना दिवस 28 दिसंबर को हर साल मनाया जाता है। इस साल पार्टी इंदिरा भवन में स्थापना दिवस मनाने की तैयारी में है। कांग्रेस मुख्यालय की नई बिल्डिंग बनकर पूरी तरह तैयार है। मुख्यालय की बिल्डिंग को बनाने का काम 2016 में शुरू हुआ था। xyxy=(936,1208,1128,1377)
birthday-detail: विधानसभा क्षेत्र-बैतूल xyxy=(35,2014,111,2026)
world-label: वर्ल्ड-विंडो xyxy=(1256,1139,1384,1164)
birthday-detail: जन्म स्थान-गेलाखेड़ी जिला उज्जैन xyxy=(35,1785,156,1796)
mobile-story xyxy=(727,1488,1134,2093)
train-email: editor@peoplessamachar.co.in xyxy=(326,1586,460,1596)
job-email: editor@peoplessamachar.co.in xyxy=(948,735,1082,746)
history-event: 2002 : अमेरिका की दूसरी सबसे बड़ी हवाई कंपनी यूनाइटेड एयरलाइंस दिवालिया घोषित। xyxy=(1331,2117,1492,2144)
